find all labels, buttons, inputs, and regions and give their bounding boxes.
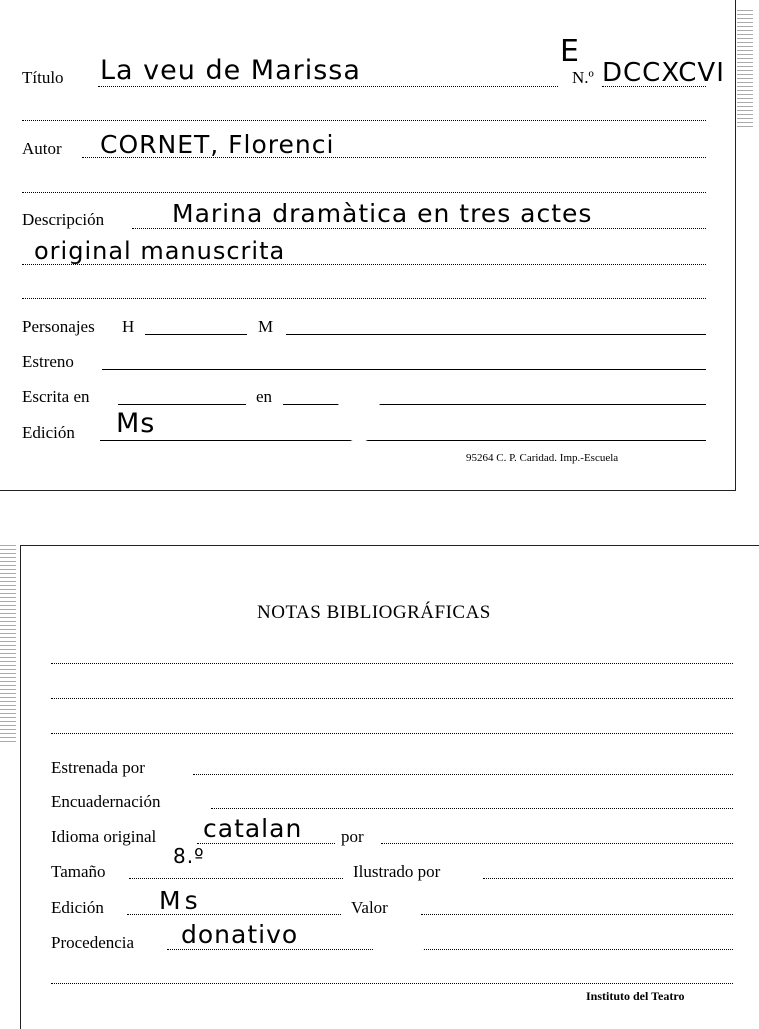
catalog-card-front [0,0,736,491]
card-edge-speckle [0,545,16,745]
encuadernacion-line [211,808,733,809]
numero-line [602,86,706,87]
printer-imprint: 95264 C. P. Caridad. Imp.-Escuela [466,452,619,464]
personajes-m-line [286,334,706,335]
descripcion-value-line2: original manuscrita [34,237,286,265]
notas-heading: NOTAS BIBLIOGRÁFICAS [257,602,491,623]
procedencia-label: Procedencia [51,933,135,952]
en-label: en [256,387,273,406]
personajes-h-label: H [122,317,135,336]
idioma-original-value: catalan [203,814,303,843]
titulo-label: Título [22,68,64,87]
estreno-line [102,369,706,370]
valor-label: Valor [351,898,388,917]
notes-line [51,663,733,664]
edicion-value: Ms [159,886,202,915]
personajes-label: Personajes [22,317,95,336]
edicion-line [100,440,706,441]
notes-line [51,733,733,734]
autor-value: CORNET, Florenci [100,130,335,159]
ilustrado-por-label: Ilustrado por [353,862,441,881]
tamano-value: 8.º [173,844,205,868]
blank-line [22,192,706,193]
idioma-original-line [197,843,335,844]
personajes-m-label: M [258,317,274,336]
procedencia-line [167,949,733,950]
letter-mark: E [560,34,580,69]
escrita-en-label: Escrita en [22,387,90,406]
titulo-value: La veu de Marissa [100,55,361,86]
valor-line [421,914,733,915]
edicion-label: Edición [22,423,75,442]
institution-imprint: Instituto del Teatro [586,989,685,1003]
numero-label: N.º [572,68,594,87]
catalog-card-back [20,545,759,1029]
idioma-original-label: Idioma original [51,827,157,846]
estrenada-por-label: Estrenada por [51,758,145,777]
por-line [381,843,733,844]
descripcion-line [132,228,706,229]
edicion-label: Edición [51,898,104,917]
punch-hole [336,390,382,442]
escrita-en-line [118,404,246,405]
tamano-label: Tamaño [51,862,106,881]
ilustrado-por-line [483,878,733,879]
descripcion-value-line1: Marina dramàtica en tres actes [172,199,593,228]
numero-value: DCCXCVI [602,58,725,88]
blank-line [22,298,706,299]
por-label: por [341,827,364,846]
encuadernacion-label: Encuadernación [51,792,161,811]
edicion-value: Ms [116,408,156,439]
blank-line [22,120,706,121]
notes-line [51,698,733,699]
tamano-line [129,878,343,879]
autor-label: Autor [22,139,62,158]
procedencia-value: donativo [181,920,299,949]
titulo-line [98,86,558,87]
descripcion-label: Descripción [22,210,105,229]
notes-line [51,983,733,984]
personajes-h-line [145,334,247,335]
card-edge-speckle [737,10,753,130]
punch-hole [373,919,423,975]
estrenada-por-line [193,774,733,775]
estreno-label: Estreno [22,352,74,371]
